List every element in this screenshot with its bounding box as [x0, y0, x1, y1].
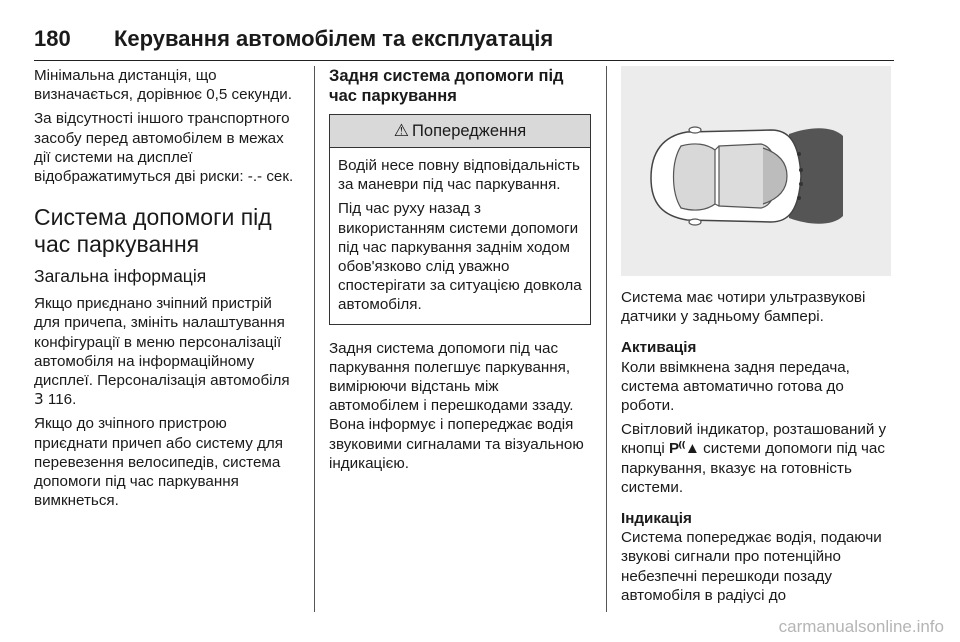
park-assist-button-icon: P⁽⁽▲	[669, 440, 699, 458]
page-number: 180	[34, 26, 71, 51]
figure-caption: Система має чотири ультразвукові датчики у задньому бампері.	[621, 289, 866, 326]
subsection-title: Загальна інформація	[34, 266, 207, 287]
column-3	[621, 66, 891, 610]
car-top-view-illustration	[621, 66, 891, 276]
warning-label: Попередження	[412, 122, 527, 140]
paragraph: Світловий індикатор, розташований у кнопці P⁽⁽▲ системи допомоги під час паркування, вказує на готовність системи.	[621, 421, 887, 496]
paragraph: Якщо до зчіпного пристрою приєднати причеп або систему для перевезення велосипедів, система допомоги під час паркування вимкнеться.	[34, 415, 283, 510]
column-1	[34, 66, 298, 515]
column-divider-1	[314, 66, 315, 612]
warning-body	[330, 148, 590, 324]
reference-arrow-icon: 3	[34, 390, 44, 409]
section-title: Система допомоги під час паркування	[34, 204, 272, 258]
warning-header	[330, 115, 590, 148]
column-divider-2	[606, 66, 607, 612]
warning-box	[329, 114, 591, 325]
page-reference[interactable]: 3 116.	[34, 390, 77, 409]
chapter-title: Керування автомобілем та експлуатація	[114, 26, 554, 51]
warning-triangle-icon: ⚠	[393, 121, 410, 140]
warning-paragraph: Під час руху назад з використанням системи допомоги під час паркування заднім ходом обов'язково слід уважно спостерігати за ситуацією довкола автомобіля.	[338, 200, 582, 314]
paragraph: Мінімальна дистанція, що визначається, дорівнює 0,5 секунди.	[34, 67, 292, 104]
paragraph: Коли ввімкнена задня передача, система автоматично готова до роботи.	[621, 358, 850, 415]
watermark: carmanualsonline.info	[778, 617, 944, 636]
column-2	[329, 66, 591, 478]
warning-paragraph: Водій несе повну відповідальність за маневри під час паркування.	[338, 157, 580, 194]
section-title: Задня система допомоги під час паркування	[329, 67, 564, 105]
page-header	[34, 24, 894, 61]
paragraph: Система попереджає водія, подаючи звукові сигнали про потенційно небезпечні перешкоди позаду автомобіля в радіусі до	[621, 529, 882, 604]
car-sensor-figure	[621, 66, 891, 276]
paragraph: Задня система допомоги під час паркування полегшує паркування, вимірюючи відстань між автомобілем і перешкодами ззаду. Вона інформує і попереджає водія звуковими сигналами та візуальною індикацією.	[329, 339, 584, 472]
paragraph: Якщо приєднано зчіпний пристрій для причепа, змініть налаштування конфігурації в меню персоналізації автомобіля на інформаційному дисплеї. Персоналізація автомобіля 3 116.	[34, 295, 290, 409]
subheading-indication: Індикація	[621, 510, 692, 528]
paragraph: За відсутності іншого транспортного засобу перед автомобілем в межах дії системи на дисплеї відображатимуться дві риски: -.- сек.	[34, 110, 294, 186]
subheading-activation: Активація	[621, 339, 697, 357]
